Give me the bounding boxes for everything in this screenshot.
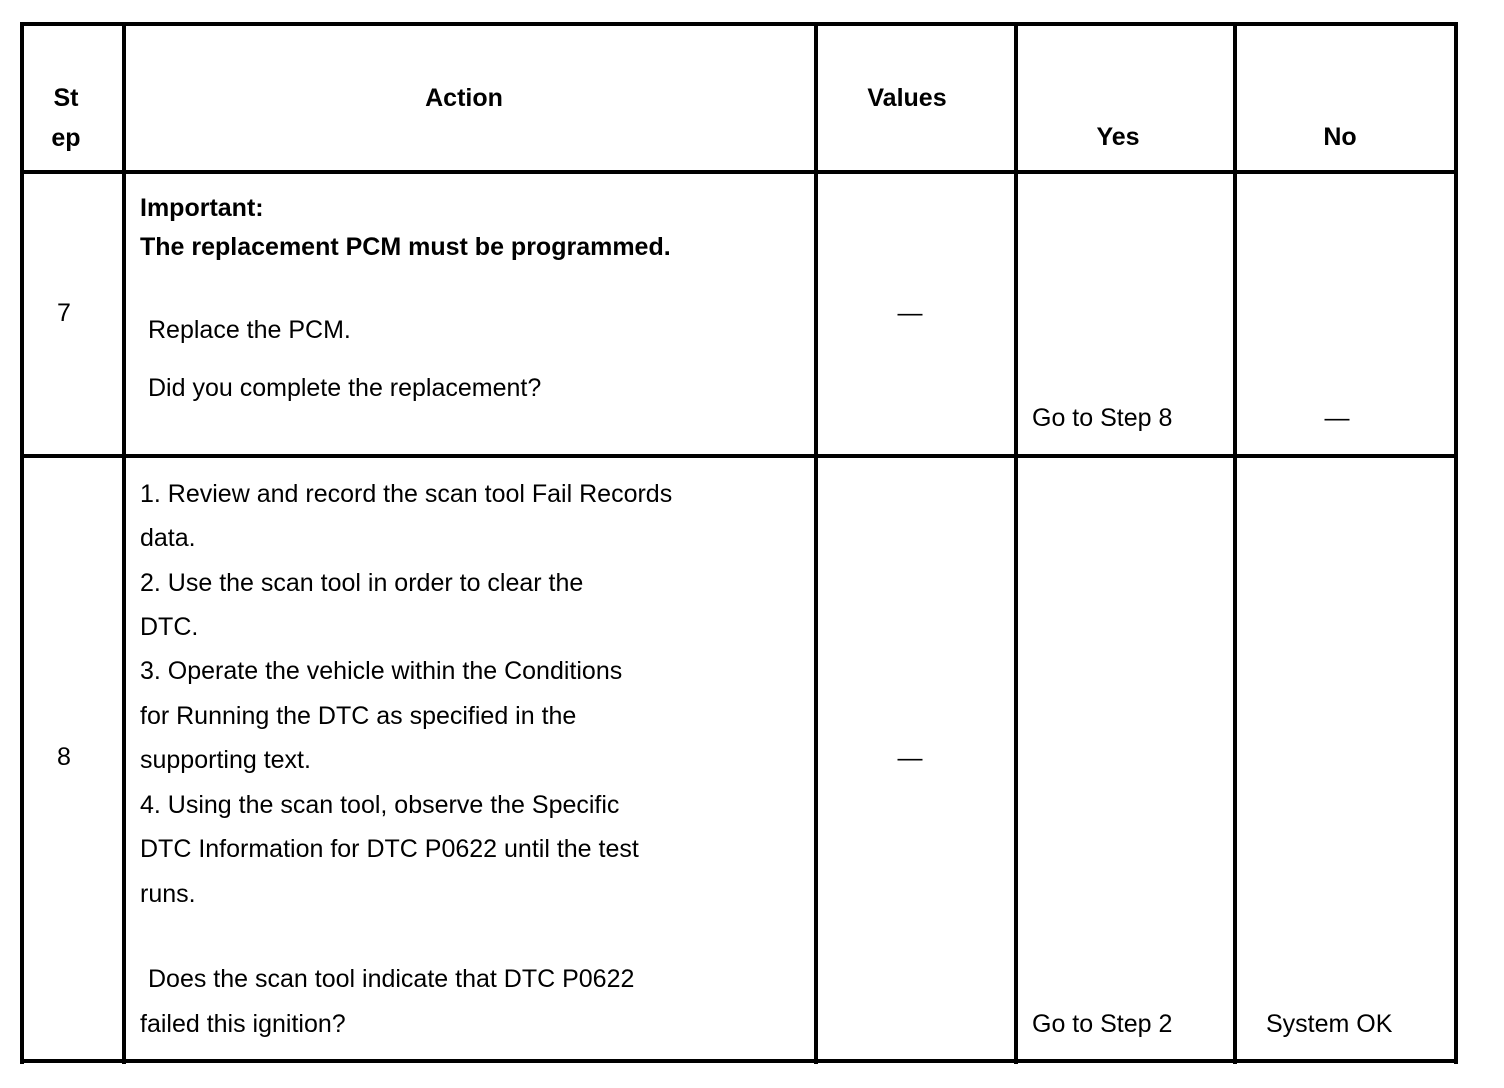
- column-divider-yes: [1233, 22, 1237, 1064]
- action-line: runs.: [140, 880, 196, 908]
- header-no: No: [1323, 123, 1357, 151]
- action-question: failed this ignition?: [140, 1010, 346, 1038]
- header-divider: [20, 170, 1458, 174]
- action-line: supporting text.: [140, 746, 311, 774]
- action-line: 1. Review and record the scan tool Fail Records: [140, 480, 673, 508]
- step-number: 7: [57, 299, 71, 327]
- values-cell: —: [897, 744, 923, 772]
- table-border-top: [20, 22, 1458, 26]
- no-cell: —: [1324, 404, 1350, 432]
- table-border-bottom: [20, 1059, 1458, 1063]
- header-action: Action: [425, 84, 503, 112]
- table-border-right: [1454, 22, 1458, 1064]
- important-text: The replacement PCM must be programmed.: [140, 233, 671, 261]
- yes-cell: Go to Step 8: [1032, 404, 1173, 432]
- header-yes: Yes: [1096, 123, 1140, 151]
- header-values: Values: [867, 84, 947, 112]
- row-divider: [20, 454, 1458, 458]
- no-cell: System OK: [1266, 1010, 1393, 1038]
- table-border-left: [20, 22, 24, 1064]
- yes-cell: Go to Step 2: [1032, 1010, 1173, 1038]
- values-cell: —: [897, 299, 923, 327]
- column-divider-action: [814, 22, 818, 1064]
- step-number: 8: [57, 743, 71, 771]
- action-line: 4. Using the scan tool, observe the Specific: [140, 791, 620, 819]
- action-line: DTC.: [140, 613, 199, 641]
- action-question: Did you complete the replacement?: [148, 374, 542, 402]
- column-divider-step: [122, 22, 126, 1064]
- action-line: DTC Information for DTC P0622 until the test: [140, 835, 639, 863]
- header-step-line1: St: [53, 84, 79, 112]
- header-step-line2: ep: [51, 124, 81, 152]
- action-question: Does the scan tool indicate that DTC P0622: [148, 965, 635, 993]
- action-line: 3. Operate the vehicle within the Conditions: [140, 657, 623, 685]
- action-text: Replace the PCM.: [148, 316, 351, 344]
- action-line: for Running the DTC as specified in the: [140, 702, 577, 730]
- important-label: Important:: [140, 194, 264, 222]
- action-line: data.: [140, 524, 196, 552]
- column-divider-values: [1014, 22, 1018, 1064]
- action-line: 2. Use the scan tool in order to clear the: [140, 569, 584, 597]
